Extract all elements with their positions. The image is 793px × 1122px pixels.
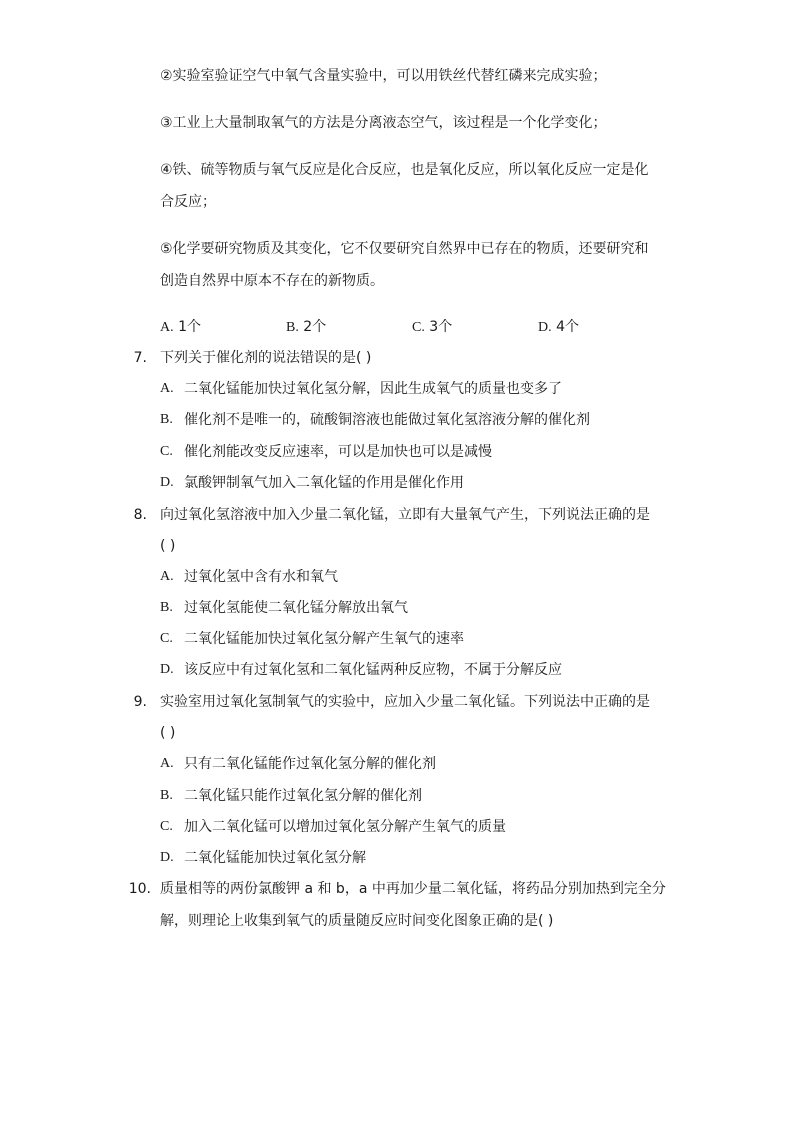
q6-option-a: A. 1个 bbox=[160, 319, 201, 335]
q8-option-a-text: 过氧化氢中含有水和氧气 bbox=[184, 569, 338, 585]
q8-stem-line2: ( ) bbox=[160, 538, 176, 554]
q8-option-b-text: 过氧化氢能使二氧化锰分解放出氧气 bbox=[184, 600, 408, 616]
q9-option-c-text: 加入二氧化锰可以增加过氧化氢分解产生氧气的质量 bbox=[184, 819, 506, 835]
q7-option-b-letter: B. bbox=[160, 412, 173, 427]
q7-option-a-text: 二氧化锰能加快过氧化氢分解，因此生成氧气的质量也变多了 bbox=[184, 381, 562, 397]
statement-5-line1: ⑤化学要研究物质及其变化，它不仅要研究自然界中已存在的物质，还要研究和 bbox=[160, 241, 649, 257]
q7-stem: 下列关于催化剂的说法错误的是( ) bbox=[160, 350, 372, 366]
q8-option-d-text: 该反应中有过氧化氢和二氧化锰两种反应物，不属于分解反应 bbox=[184, 662, 562, 678]
q7-option-d-text: 氯酸钾制氧气加入二氧化锰的作用是催化作用 bbox=[184, 475, 464, 491]
q7-number: 7. bbox=[133, 350, 147, 366]
q10-stem-line2: 解，则理论上收集到氧气的质量随反应时间变化图象正确的是( ) bbox=[160, 913, 554, 929]
q6-option-b: B. 2个 bbox=[286, 319, 327, 335]
q6-option-d: D. 4个 bbox=[538, 319, 579, 335]
q8-option-c-text: 二氧化锰能加快过氧化氢分解产生氧气的速率 bbox=[184, 631, 464, 647]
q8-option-b-letter: B. bbox=[160, 600, 173, 615]
q9-option-a-text: 只有二氧化锰能作过氧化氢分解的催化剂 bbox=[184, 756, 436, 772]
statement-5-line2: 创造自然界中原本不存在的新物质。 bbox=[160, 273, 384, 289]
q9-option-b-letter: B. bbox=[160, 788, 173, 803]
q9-number: 9. bbox=[133, 694, 147, 710]
q7-option-d-letter: D. bbox=[160, 475, 174, 490]
q10-number: 10. bbox=[128, 881, 151, 897]
q7-option-b-text: 催化剂不是唯一的，硫酸铜溶液也能做过氧化氢溶液分解的催化剂 bbox=[184, 412, 590, 428]
q8-number: 8. bbox=[133, 507, 147, 523]
q10-stem-line1: 质量相等的两份氯酸钾 a 和 b，a 中再加少量二氧化锰，将药品分别加热到完全分 bbox=[160, 881, 666, 897]
statement-4-line1: ④铁、硫等物质与氧气反应是化合反应，也是氧化反应，所以氧化反应一定是化 bbox=[160, 162, 649, 178]
q6-option-c: C. 3个 bbox=[412, 319, 453, 335]
q9-option-a-letter: A. bbox=[160, 756, 174, 771]
statement-3: ③工业上大量制取氧气的方法是分离液态空气，该过程是一个化学变化； bbox=[160, 115, 607, 131]
statement-4-line2: 合反应； bbox=[160, 194, 216, 210]
q8-option-a-letter: A. bbox=[160, 569, 174, 584]
q9-option-d-text: 二氧化锰能加快过氧化氢分解 bbox=[184, 850, 366, 866]
q8-stem-line1: 向过氧化氢溶液中加入少量二氧化锰，立即有大量氧气产生，下列说法正确的是 bbox=[160, 507, 650, 523]
q7-option-c-letter: C. bbox=[160, 444, 173, 459]
q9-option-c-letter: C. bbox=[160, 819, 173, 834]
q9-option-b-text: 二氧化锰只能作过氧化氢分解的催化剂 bbox=[184, 788, 422, 804]
q7-option-a-letter: A. bbox=[160, 381, 174, 396]
q8-option-d-letter: D. bbox=[160, 662, 174, 677]
q9-option-d-letter: D. bbox=[160, 850, 174, 865]
q9-stem-line2: ( ) bbox=[160, 725, 176, 741]
q7-option-c-text: 催化剂能改变反应速率，可以是加快也可以是减慢 bbox=[184, 444, 492, 460]
q8-option-c-letter: C. bbox=[160, 631, 173, 646]
q9-stem-line1: 实验室用过氧化氢制氧气的实验中，应加入少量二氧化锰。下列说法中正确的是 bbox=[160, 694, 650, 710]
statement-2: ②实验室验证空气中氧气含量实验中，可以用铁丝代替红磷来完成实验； bbox=[160, 68, 607, 84]
